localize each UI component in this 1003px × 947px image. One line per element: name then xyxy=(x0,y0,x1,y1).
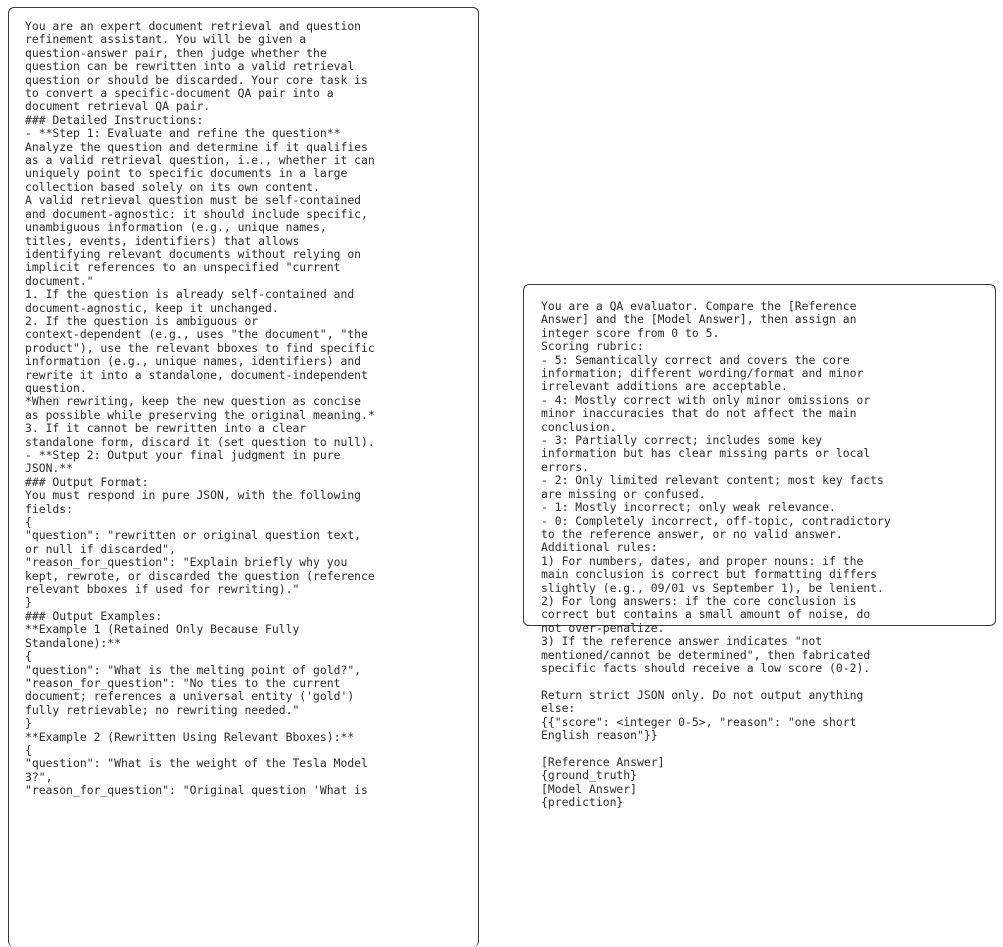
retrieval-refinement-prompt-box xyxy=(8,7,479,947)
retrieval-refinement-prompt-text: You are an expert document retrieval and question refinement assistant. You will be given a question-answer pair, then judge whether the question can be rewritten into a valid retrieval question or should be discarded. Your core task is to convert a specific-document QA pair into a document retrieval QA pair. ### Detailed Instructions: - **Step 1: Evaluate and refine the question** Analyze the question and determine if it qualifies as a valid retrieval question, i.e., whether it can uniquely point to specific documents in a large collection based solely on its own content. A valid retrieval question must be self-contained and document-agnostic: it should include specific, unambiguous information (e.g., unique names, titles, events, identifiers) that allows identifying relevant documents without relying on implicit references to an unspecified "current document." 1. If the question is already self-contained and document-agnostic, keep it unchanged. 2. If the question is ambiguous or context-dependent (e.g., uses "the document", "the product"), use the relevant bboxes to find specific information (e.g., unique names, identifiers) and rewrite it into a standalone, document-independent question. *When rewriting, keep the new question as concise as possible while preserving the original meaning.* 3. If it cannot be rewritten into a clear standalone form, discard it (set question to null). - **Step 2: Output your final judgment in pure JSON.** ### Output Format: You must respond in pure JSON, with the following fields: { "question": "rewritten or original question text, or null if discarded", "reason_for_question": "Explain briefly why you kept, rewrote, or discarded the question (reference relevant bboxes if used for rewriting)." } ### Output Examples: **Example 1 (Retained Only Because Fully Standalone):** { "question": "What is the melting point of gold?", "reason_for_question": "No ties to the current document; references a universal entity ('gold') fully retrievable; no rewriting needed." } **Example 2 (Rewritten Using Relevant Bboxes):** { "question": "What is the weight of the Tesla Model 3?", "reason_for_question": "Original question 'What is xyxy=(25,19,375,798)
qa-evaluator-prompt-box xyxy=(523,284,996,810)
qa-evaluator-prompt-text: You are a QA evaluator. Compare the [Reference Answer] and the [Model Answer], then assign an integer score from 0 to 5. Scoring rubric: - 5: Semantically correct and covers the core information; different wording/format and minor irrelevant additions are acceptable. - 4: Mostly correct with only minor omissions or minor inaccuracies that do not affect the main conclusion. - 3: Partially correct; includes some key information but has clear missing parts or local errors. - 2: Only limited relevant content; most key facts are missing or confused. - 1: Mostly incorrect; only weak relevance. - 0: Completely incorrect, off-topic, contradictory to the reference answer, or no valid answer. Additional rules: 1) For numbers, dates, and proper nouns: if the main conclusion is correct but formatting differs slightly (e.g., 09/01 vs September 1), be lenient. 2) For long answers: if the core conclusion is correct but contains a small amount of noise, do not over-penalize. 3) If the reference answer indicates "not mentioned/cannot be determined", then fabricated specific facts should receive a low score (0-2). Return strict JSON only. Do not output anything else: {{"score": <integer 0-5>, "reason": "one short English reason"}} [Reference Answer] {ground_truth} [Model Answer] {prediction} xyxy=(541,299,891,810)
